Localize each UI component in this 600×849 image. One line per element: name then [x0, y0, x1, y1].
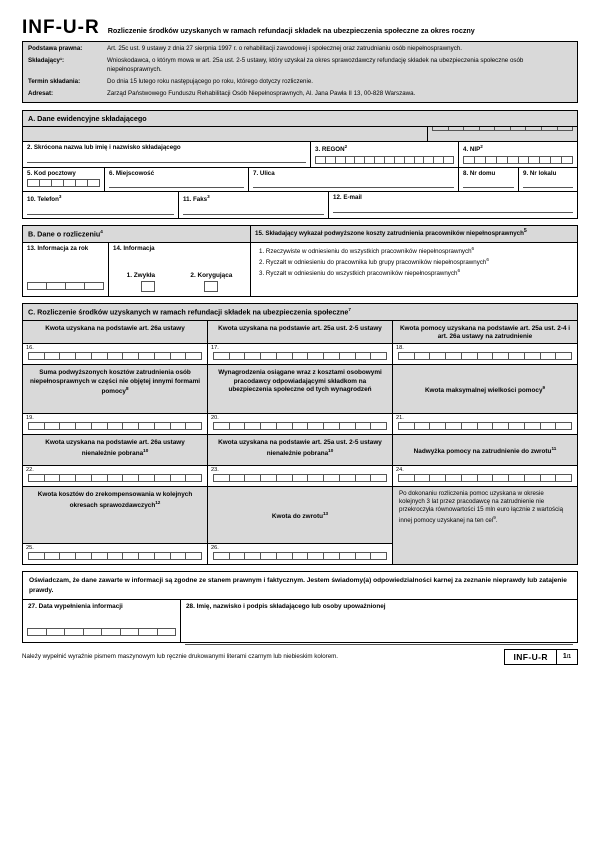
form-code: INF-U-R	[22, 17, 100, 38]
c-input-26[interactable]	[213, 552, 387, 560]
footer	[22, 649, 578, 665]
section-b-title: B. Dane o rozliczeniu$^4$	[23, 226, 250, 241]
c-num-23: 23.	[211, 467, 219, 474]
legal-label: Składający¹:	[28, 57, 65, 65]
field-8-label: 8. Nr domu	[463, 169, 496, 177]
field-27-label: 27. Data wypełnienia informacji	[28, 602, 123, 610]
c-title-16: Kwota uzyskana na podstawie art. 26a ustawy	[45, 324, 185, 332]
c-row-4	[23, 487, 577, 564]
c-row-3	[23, 435, 577, 487]
c-input-17[interactable]	[213, 352, 387, 360]
legal-row	[23, 42, 577, 55]
row-address	[23, 168, 577, 193]
field-28-input[interactable]	[185, 636, 573, 645]
option-3[interactable]: 3. Ryczałt w odniesieniu do wszystkich pracowników niepełnosprawnych$^6$	[259, 268, 461, 278]
legal-row	[23, 55, 577, 76]
form-header	[22, 18, 578, 37]
legal-row	[23, 88, 577, 101]
c-input-22[interactable]	[28, 474, 202, 482]
footer-form-code	[504, 649, 578, 665]
field-12-input[interactable]	[333, 204, 573, 213]
c-input-16[interactable]	[28, 352, 202, 360]
legal-value: Art. 25c ust. 9 ustawy z dnia 27 sierpnia 1997 r. o rehabilitacji zawodowej i społecznej oraz zatrudnianiu osób niepełnosprawnych.	[107, 45, 462, 52]
footer-page-number: 1 /1	[562, 653, 571, 661]
checkbox-zwykla[interactable]	[141, 281, 155, 292]
field-7-input[interactable]	[253, 179, 454, 188]
c-num-18: 18.	[396, 345, 404, 352]
c-input-25[interactable]	[28, 552, 202, 560]
declaration-section	[22, 571, 578, 642]
option-1[interactable]: 1. Rzeczywiste w odniesieniu do wszystkich pracowników niepełnosprawnych$^6$	[259, 245, 475, 255]
footer-note: Należy wypełnić wyraźnie pismem maszynowym lub ręcznie drukowanymi literami czarnym lub niebieskim kolorem.	[22, 653, 339, 661]
c-num-20: 20.	[211, 415, 219, 422]
field-9-label: 9. Nr lokalu	[523, 169, 557, 177]
c-cell-17	[208, 321, 393, 365]
field-15-options	[251, 243, 577, 284]
c-cell-26	[208, 487, 393, 564]
option-zwykla[interactable]: 1. Zwykła	[126, 272, 156, 280]
c-title-17: Kwota uzyskana na podstawie art. 25a ust. 2-5 ustawy	[218, 324, 382, 332]
field-27-input[interactable]	[27, 628, 176, 636]
c-title-25: Kwota kosztów do zrekompensowania w kolejnych okresach sprawozdawczych$^{12}$	[37, 491, 193, 509]
c-cell-19	[23, 365, 208, 434]
c-input-23[interactable]	[213, 474, 387, 482]
c-input-20[interactable]	[213, 422, 387, 430]
form-title: Rozliczenie środków uzyskanych w ramach refundacji składek na ubezpieczenia społeczne za okres roczny	[107, 26, 475, 35]
c-num-22: 22.	[26, 467, 34, 474]
legal-value: Zarząd Państwowego Funduszu Rehabilitacji Osób Niepełnosprawnych, Al. Jana Pawła II 13, 00-828 Warszawa.	[107, 90, 416, 98]
c-cell-24	[393, 435, 577, 486]
c-cell-16	[23, 321, 208, 365]
section-a-title: A. Dane ewidencyjne składającego	[28, 113, 147, 123]
c-cell-21	[393, 365, 577, 434]
field-4-label: 4. NIP$^2$	[463, 143, 483, 153]
legal-value: Do dnia 15 lutego roku następującego po roku, którego dotyczy rozliczenie.	[107, 78, 314, 86]
field-10-label: 10. Telefon$^3$	[27, 194, 62, 204]
c-num-26: 26.	[211, 545, 219, 552]
field-11-input[interactable]	[183, 206, 324, 215]
field-15-label: 15. Składający wykazał podwyższone koszty zatrudnienia pracowników niepełnosprawnych$^5$	[255, 228, 527, 238]
section-c-heading: C. Rozliczenie środków uzyskanych w ramach refundacji składek na ubezpieczenia społeczne$^7$	[23, 304, 577, 320]
c-cell-note	[393, 487, 577, 564]
option-korygujaca[interactable]: 2. Korygująca	[190, 272, 233, 280]
legal-row	[23, 76, 577, 88]
field-10-input[interactable]	[27, 206, 174, 215]
field-3-input[interactable]	[315, 156, 454, 164]
c-note-text: Po dokonaniu rozliczenia pomoc uzyskana w okresie kolejnych 3 lat przez pracodawcę na zatrudnienie nie przekroczyła równowartości 15 mln euro łącznie z wartością innej pomocy uzyskanej na ten cel$^9$.	[399, 490, 564, 524]
c-title-21: Kwota maksymalnej wielkości pomocy$^9$	[424, 385, 546, 395]
field-13-label: 13. Informacja za rok	[27, 244, 89, 252]
field-9-input[interactable]	[523, 179, 573, 188]
section-c	[22, 303, 578, 565]
checkbox-korygujaca[interactable]	[204, 281, 218, 292]
c-row-2	[23, 365, 577, 435]
c-input-19[interactable]	[28, 422, 202, 430]
field-11-label: 11. Faks$^3$	[183, 194, 210, 204]
field-8-input[interactable]	[463, 179, 514, 188]
field-3-label: 3. REGON$^2$	[315, 143, 348, 153]
c-num-19: 19.	[26, 415, 34, 422]
section-a	[22, 110, 578, 219]
field-12-label: 12. E-mail	[333, 194, 362, 202]
legal-value: Wnioskodawca, o którym mowa w art. 25a ust. 2-5 ustawy, który uzyskał za okres sprawozdawczy refundację składek na ubezpieczenia społeczne osób niepełnosprawnych.	[107, 57, 524, 73]
c-row-1	[23, 321, 577, 366]
c-num-16: 16.	[26, 345, 34, 352]
c-title-22: Kwota uzyskana na podstawie art. 26a ustawy nienależnie pobrana$^{10}$	[45, 439, 185, 457]
c-cell-25	[23, 487, 208, 564]
c-title-20: Wynagrodzenia osiągane wraz z kosztami osobowymi pracodawcy odpowiadającymi składkom na ubezpieczenia społeczne od tych wynagrodzeń	[218, 369, 382, 394]
field-7-label: 7. Ulica	[253, 169, 275, 177]
field-14-label: 14. Informacja	[113, 244, 155, 252]
c-input-24[interactable]	[398, 474, 572, 482]
field-13-input[interactable]	[27, 282, 104, 290]
c-input-21[interactable]	[398, 422, 572, 430]
legal-label: Termin składania:	[28, 78, 81, 86]
c-title-18: Kwota pomocy uzyskana na podstawie art. 25a ust. 2-4 i art. 26a ustawy na zatrudnienie	[399, 324, 571, 341]
c-cell-18	[393, 321, 577, 365]
c-num-25: 25.	[26, 545, 34, 552]
section-b-body	[23, 243, 577, 297]
c-title-26: Kwota do zwrotu$^{13}$	[271, 511, 329, 521]
footer-code-text: INF-U-R	[505, 650, 556, 664]
section-b	[22, 225, 578, 297]
section-b-heading-row	[23, 226, 577, 242]
option-2[interactable]: 2. Ryczałt w odniesieniu do pracownika lub grupy pracowników niepełnosprawnych$^6$	[259, 256, 489, 266]
c-num-21: 21.	[396, 415, 404, 422]
field-6-label: 6. Miejscowość	[109, 169, 155, 177]
c-num-17: 17.	[211, 345, 219, 352]
c-title-19: Suma podwyższonych kosztów zatrudnienia osób niepełnosprawnych w części nie objętej innymi formami pomocy$^8$	[29, 369, 201, 396]
c-input-18[interactable]	[398, 352, 572, 360]
declaration-text: Oświadczam, że dane zawarte w informacji są zgodne ze stanem prawnym i faktycznym. Jestem świadomy(a) odpowiedzialności karnej za zeznanie nieprawdy lub zatajenie prawdy.	[23, 572, 577, 599]
field-28-label: 28. Imię, nazwisko i podpis składającego lub osoby upoważnionej	[186, 602, 386, 610]
field-4-input[interactable]	[463, 156, 573, 164]
c-cell-23	[208, 435, 393, 486]
c-title-24: Nadwyżka pomocy na zatrudnienie do zwrotu$^{11}$	[413, 446, 557, 456]
field-2-input[interactable]	[27, 154, 306, 163]
c-cell-22	[23, 435, 208, 486]
legal-label: Adresat:	[28, 90, 54, 98]
row-contact	[23, 192, 577, 218]
c-num-24: 24.	[396, 467, 404, 474]
c-cell-20	[208, 365, 393, 434]
field-6-input[interactable]	[109, 179, 244, 188]
c-title-23: Kwota uzyskana na podstawie art. 25a ust. 2-5 ustawy nienależnie pobrana$^{10}$	[218, 439, 382, 457]
field-2-label: 2. Skrócona nazwa lub imię i nazwisko składającego	[27, 143, 181, 151]
field-5-label: 5. Kod pocztowy	[27, 169, 76, 177]
legal-basis-table	[22, 41, 578, 103]
legal-label: Podstawa prawna:	[28, 45, 83, 52]
row-name-regon-nip	[23, 142, 577, 168]
signature-row	[23, 600, 577, 642]
field-5-input[interactable]	[27, 179, 100, 187]
section-a-heading	[23, 111, 577, 127]
